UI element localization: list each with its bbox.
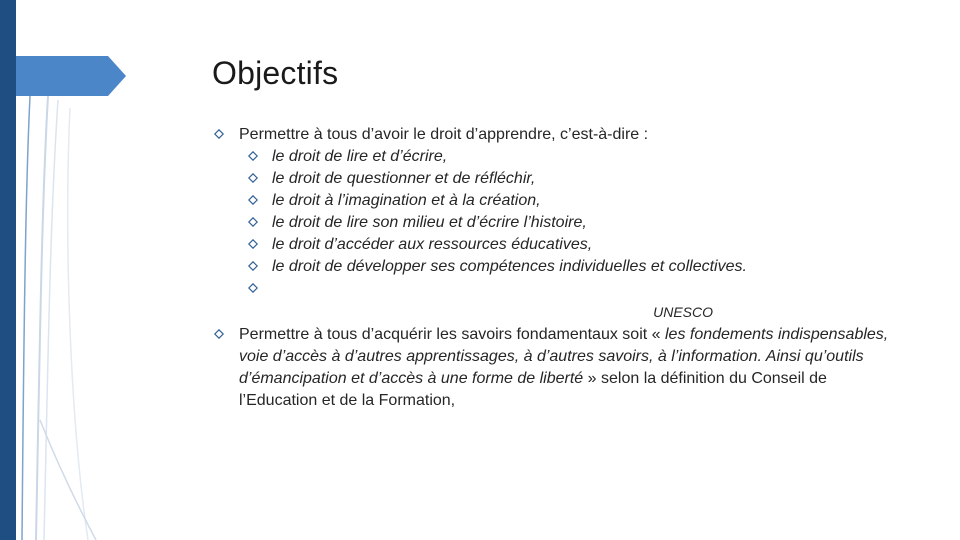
diamond-bullet-icon	[214, 129, 224, 139]
bullet-2-text-part-1: Permettre à tous d’acquérir les savoirs fondamentaux soit «	[239, 326, 665, 343]
diamond-bullet-icon	[248, 195, 258, 205]
source-citation: UNESCO	[653, 304, 713, 320]
sub-item-text: le droit à l’imagination et à la création,	[272, 192, 541, 209]
sub-item-2	[214, 168, 894, 190]
sub-item-text: le droit de questionner et de réfléchir,	[272, 170, 536, 187]
diamond-bullet-icon	[248, 239, 258, 249]
sub-item-4	[214, 212, 894, 234]
diamond-bullet-icon	[248, 217, 258, 227]
diamond-bullet-icon	[248, 261, 258, 271]
sub-item-text: le droit de lire et d’écrire,	[272, 148, 448, 165]
slide-title: Objectifs	[212, 55, 339, 91]
sub-item-7	[214, 278, 894, 300]
diamond-bullet-icon	[248, 283, 258, 293]
diamond-bullet-icon	[214, 329, 224, 339]
sub-item-text: le droit de développer ses compétences individuelles et collectives.	[272, 258, 747, 275]
sub-item-text: le droit d’accéder aux ressources éducatives,	[272, 236, 593, 253]
sub-item-3	[214, 190, 894, 212]
bullet-2-text	[239, 324, 894, 412]
sub-item-text	[272, 280, 276, 297]
sub-item-6	[214, 256, 894, 278]
bullet-2-quote: les fondements indispensables, voie d’accès à d’autres apprentissages, à d’autres savoirs, à l’information. Ainsi qu’outils d’émancipation et d’accès à une forme de liberté	[239, 326, 889, 387]
title-arrow-shape	[16, 56, 126, 96]
bullet-2-text-part-2: » selon la définition du Conseil de l’Education et de la Formation,	[239, 370, 827, 409]
slide-content	[214, 124, 894, 412]
sub-item-1	[214, 146, 894, 168]
bullet-1	[214, 124, 894, 146]
decorative-banner	[0, 0, 140, 540]
diamond-bullet-icon	[248, 173, 258, 183]
sub-item-text: le droit de lire son milieu et d’écrire l’histoire,	[272, 214, 587, 231]
bullet-2	[214, 324, 894, 412]
diamond-bullet-icon	[248, 151, 258, 161]
bullet-1-text: Permettre à tous d’avoir le droit d’apprendre, c’est-à-dire :	[239, 126, 649, 143]
sub-item-5	[214, 234, 894, 256]
